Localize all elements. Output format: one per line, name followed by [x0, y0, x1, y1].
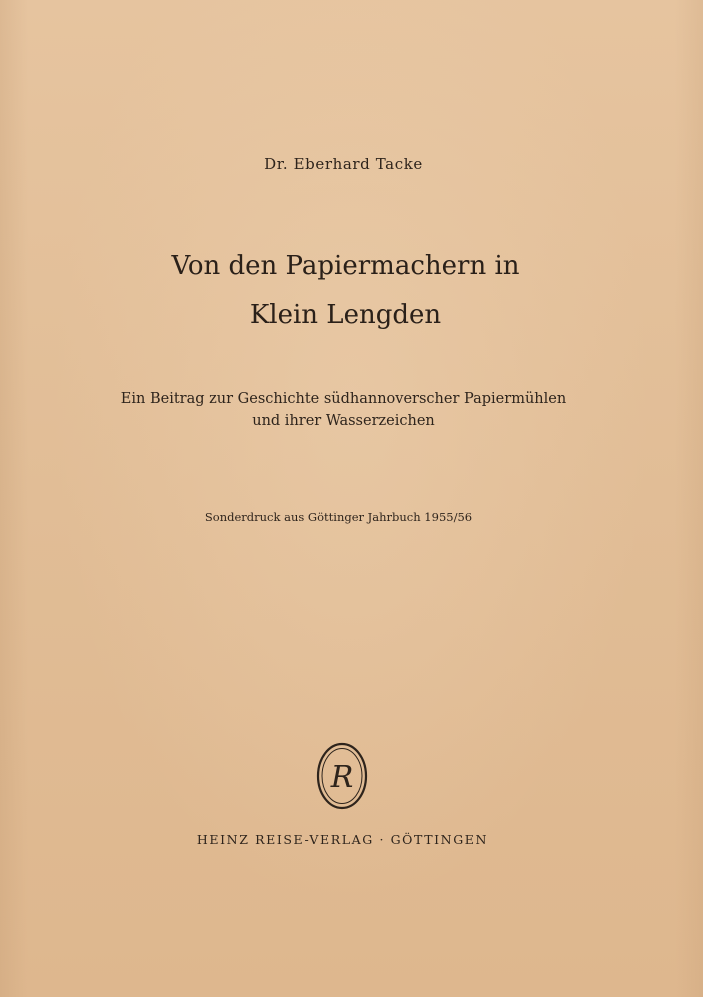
- publisher-logo-letter: R: [330, 760, 354, 795]
- title-line-2: Klein Lengden: [249, 300, 442, 330]
- author-name: Dr. Eberhard Tacke: [264, 155, 423, 173]
- subtitle-line-2: und ihrer Wasserzeichen: [252, 413, 435, 429]
- publisher-logo-icon: [316, 742, 368, 810]
- publisher-name: HEINZ REISE-VERLAG · GÖTTINGEN: [196, 832, 489, 847]
- title-line-1: Von den Papiermachern in: [171, 251, 520, 281]
- subtitle-line-1: Ein Beitrag zur Geschichte südhannoverscher Papiermühlen: [120, 391, 567, 407]
- offprint-note: Sonderdruck aus Göttinger Jahrbuch 1955/56: [204, 510, 473, 524]
